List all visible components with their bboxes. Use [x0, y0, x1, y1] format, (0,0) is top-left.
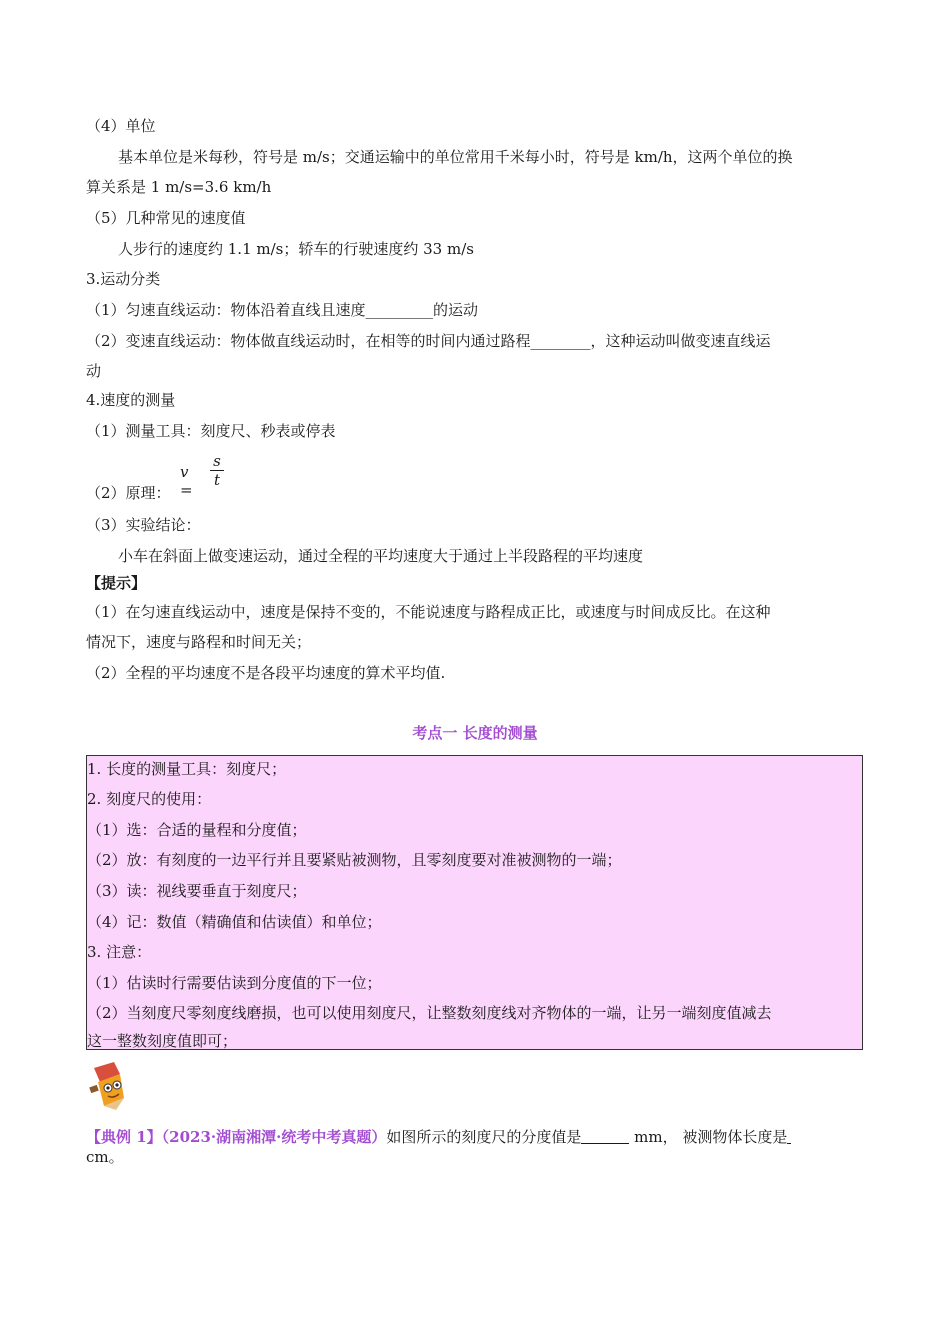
- box-line: 2. 刻度尺的使用：: [87, 790, 212, 808]
- variable-motion: （2）变速直线运动：物体做直线运动时，在相等的时间内通过路程________，这种运动叫做变速直线运: [86, 332, 771, 350]
- tip-2: （2）全程的平均速度不是各段平均速度的算术平均值.: [86, 664, 446, 682]
- example-label: 【典例 1】（2023·湖南湘潭·统考中考真题）: [86, 1128, 387, 1146]
- box-line: （1）选：合适的量程和分度值；: [87, 821, 307, 839]
- answer-blank-2[interactable]: [787, 1129, 791, 1144]
- tip-heading: 【提示】: [86, 574, 147, 592]
- box-line: （3）读：视线要垂直于刻度尺；: [87, 882, 307, 900]
- formula-denominator: t: [213, 471, 221, 489]
- unit-text-cont: 算关系是 1 m/s=3.6 km/h: [86, 178, 272, 196]
- answer-blank-1[interactable]: [581, 1129, 629, 1144]
- example-text-1: 如图所示的刻度尺的分度值是: [386, 1128, 582, 1146]
- pencil-mascot-icon: [86, 1060, 130, 1112]
- section-title: 考点一 长度的测量: [412, 724, 538, 742]
- variable-motion-cont: 动: [86, 362, 102, 380]
- tip-1: （1）在匀速直线运动中，速度是保持不变的，不能说速度与路程成正比，或速度与时间成反比。在这种: [86, 603, 771, 621]
- tip-1-cont: 情况下，速度与路程和时间无关；: [86, 633, 312, 651]
- box-line: （4）记：数值（精确值和估读值）和单位；: [87, 913, 382, 931]
- motion-class-heading: 3.运动分类: [86, 270, 161, 288]
- example-text-3: cm。: [86, 1148, 124, 1166]
- unit-text: 基本单位是米每秒，符号是 m/s；交通运输中的单位常用千米每小时，符号是 km/h，这两个单位的换: [118, 148, 793, 166]
- formula-lhs: v =: [180, 463, 193, 499]
- speed-measure-heading: 4.速度的测量: [86, 391, 176, 409]
- box-line: 这一整数刻度值即可；: [87, 1032, 238, 1050]
- summary-box: [86, 755, 863, 1050]
- conclusion-text: 小车在斜面上做变速运动，通过全程的平均速度大于通过上半段路程的平均速度: [118, 547, 644, 565]
- box-line: （1）估读时行需要估读到分度值的下一位；: [87, 974, 382, 992]
- example-1: [86, 1127, 791, 1167]
- formula-fraction: [210, 452, 224, 489]
- speed-values-text: 人步行的速度约 1.1 m/s；轿车的行驶速度约 33 m/s: [118, 240, 474, 258]
- box-line: （2）放：有刻度的一边平行并且要紧贴被测物，且零刻度要对准被测物的一端；: [87, 851, 622, 869]
- box-line: （2）当刻度尺零刻度线磨损，也可以使用刻度尺，让整数刻度线对齐物体的一端，让另一端刻度值减去: [87, 1004, 772, 1022]
- example-text-2: mm， 被测物体长度是: [629, 1128, 788, 1146]
- conclusion-heading: （3）实验结论：: [86, 516, 201, 534]
- measure-tools: （1）测量工具：刻度尺、秒表或停表: [86, 422, 336, 440]
- uniform-motion: （1）匀速直线运动：物体沿着直线且速度_________的运动: [86, 301, 479, 319]
- formula-numerator: s: [210, 452, 224, 471]
- box-line: 3. 注意：: [87, 943, 152, 961]
- box-line: 1. 长度的测量工具：刻度尺；: [87, 760, 287, 778]
- principle: （2）原理：: [86, 484, 171, 502]
- unit-heading: （4）单位: [86, 117, 156, 135]
- speed-values-heading: （5）几种常见的速度值: [86, 209, 246, 227]
